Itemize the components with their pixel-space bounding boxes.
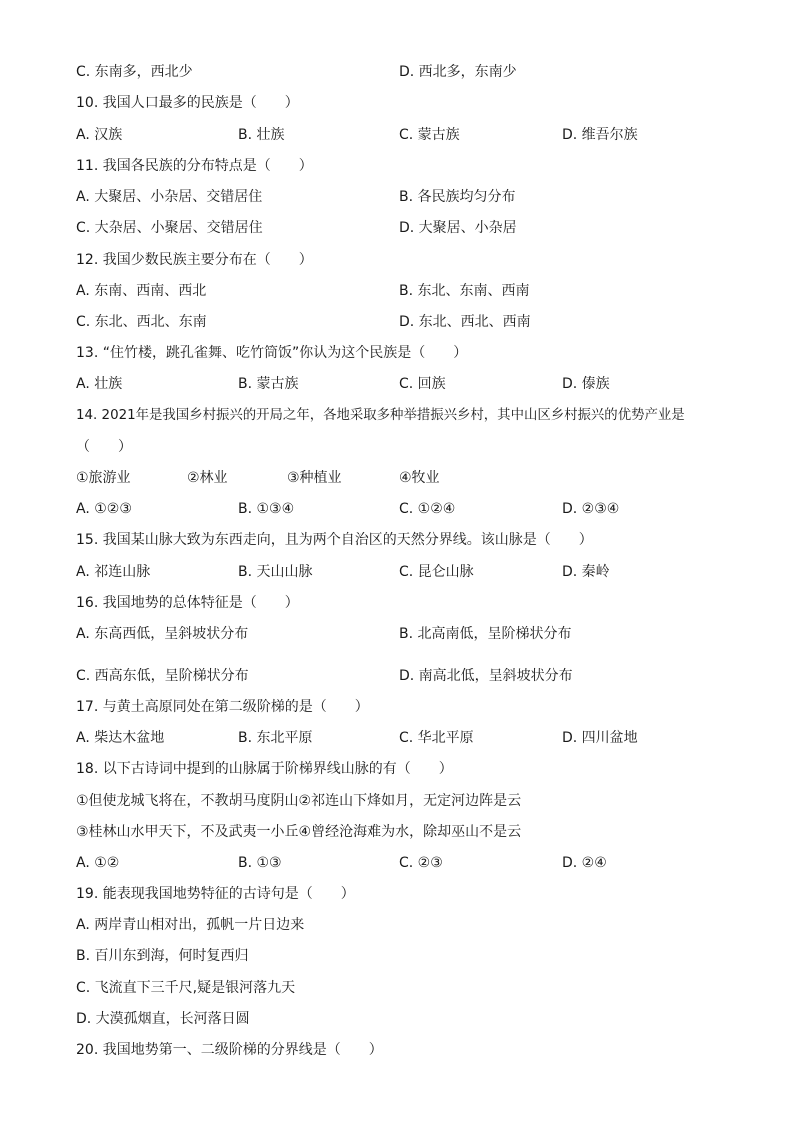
q14-option-d: D. ②③④ <box>562 501 620 517</box>
q16-stem: 16. 我国地势的总体特征是（ ） <box>76 595 299 611</box>
q14-item-1: ①旅游业 <box>76 470 131 486</box>
q11-option-d: D. 大聚居、小杂居 <box>399 220 517 236</box>
q16-option-b: B. 北高南低，呈阶梯状分布 <box>399 626 572 642</box>
q17-stem: 17. 与黄土高原同处在第二级阶梯的是（ ） <box>76 699 369 715</box>
q18-option-b: B. ①③ <box>238 855 282 871</box>
q18-option-d: D. ②④ <box>562 855 607 871</box>
q14-option-b: B. ①③④ <box>238 501 295 517</box>
q14-stem-continued: （ ） <box>76 439 132 455</box>
q19-option-a: A. 两岸青山相对出，孤帆一片日边来 <box>76 917 305 933</box>
q19-option-b: B. 百川东到海，何时复西归 <box>76 948 249 964</box>
q12-option-b: B. 东北、东南、西南 <box>399 283 530 299</box>
q14-item-3: ③种植业 <box>287 470 342 486</box>
q11-option-b: B. 各民族均匀分布 <box>399 189 516 205</box>
q9-option-d: D. 西北多，东南少 <box>399 64 517 80</box>
q17-option-a: A. 柴达木盆地 <box>76 730 165 746</box>
q13-option-d: D. 傣族 <box>562 376 610 392</box>
q13-option-b: B. 蒙古族 <box>238 376 299 392</box>
q17-option-b: B. 东北平原 <box>238 730 313 746</box>
q10-option-d: D. 维吾尔族 <box>562 127 638 143</box>
q14-option-c: C. ①②④ <box>399 501 456 517</box>
q17-option-d: D. 四川盆地 <box>562 730 638 746</box>
q11-option-a: A. 大聚居、小杂居、交错居住 <box>76 189 263 205</box>
q20-stem: 20. 我国地势第一、二级阶梯的分界线是（ ） <box>76 1042 383 1058</box>
q19-stem: 19. 能表现我国地势特征的古诗句是（ ） <box>76 886 355 902</box>
q18-option-c: C. ②③ <box>399 855 443 871</box>
q13-stem: 13. “住竹楼，跳孔雀舞、吃竹筒饭”你认为这个民族是（ ） <box>76 345 468 361</box>
q12-stem: 12. 我国少数民族主要分布在（ ） <box>76 252 313 268</box>
q19-option-d: D. 大漠孤烟直，长河落日圆 <box>76 1011 250 1027</box>
q16-option-c: C. 西高东低，呈阶梯状分布 <box>76 668 249 684</box>
q14-item-2: ②林业 <box>187 470 228 486</box>
q18-poem-line-2: ③桂林山水甲天下，不及武夷一小丘④曾经沧海难为水，除却巫山不是云 <box>76 824 522 840</box>
q14-stem: 14. 2021年是我国乡村振兴的开局之年，各地采取多种举措振兴乡村，其中山区乡村振兴的优势产业是 <box>76 408 685 423</box>
q14-option-a: A. ①②③ <box>76 501 132 517</box>
q13-option-a: A. 壮族 <box>76 376 123 392</box>
q12-option-d: D. 东北、西北、西南 <box>399 314 531 330</box>
q15-option-b: B. 天山山脉 <box>238 564 313 580</box>
q11-stem: 11. 我国各民族的分布特点是（ ） <box>76 158 313 174</box>
q18-poem-line-1: ①但使龙城飞将在，不教胡马度阴山②祁连山下烽如月，无定河边阵是云 <box>76 793 522 809</box>
q15-option-c: C. 昆仑山脉 <box>399 564 474 580</box>
q18-stem: 18. 以下古诗词中提到的山脉属于阶梯界线山脉的有（ ） <box>76 761 453 777</box>
q10-option-b: B. 壮族 <box>238 127 285 143</box>
q15-option-a: A. 祁连山脉 <box>76 564 151 580</box>
q14-item-4: ④牧业 <box>399 470 440 486</box>
q17-option-c: C. 华北平原 <box>399 730 474 746</box>
q15-option-d: D. 秦岭 <box>562 564 610 580</box>
q10-stem: 10. 我国人口最多的民族是（ ） <box>76 95 299 111</box>
q12-option-a: A. 东南、西南、西北 <box>76 283 207 299</box>
q10-option-c: C. 蒙古族 <box>399 127 460 143</box>
q15-stem: 15. 我国某山脉大致为东西走向，且为两个自治区的天然分界线。该山脉是（ ） <box>76 532 593 548</box>
q16-option-d: D. 南高北低，呈斜坡状分布 <box>399 668 573 684</box>
q16-option-a: A. 东高西低，呈斜坡状分布 <box>76 626 249 642</box>
q19-option-c: C. 飞流直下三千尺,疑是银河落九天 <box>76 980 296 996</box>
q18-option-a: A. ①② <box>76 855 120 871</box>
q13-option-c: C. 回族 <box>399 376 446 392</box>
q10-option-a: A. 汉族 <box>76 127 123 143</box>
q11-option-c: C. 大杂居、小聚居、交错居住 <box>76 220 263 236</box>
q12-option-c: C. 东北、西北、东南 <box>76 314 207 330</box>
q9-option-c: C. 东南多，西北少 <box>76 64 193 80</box>
